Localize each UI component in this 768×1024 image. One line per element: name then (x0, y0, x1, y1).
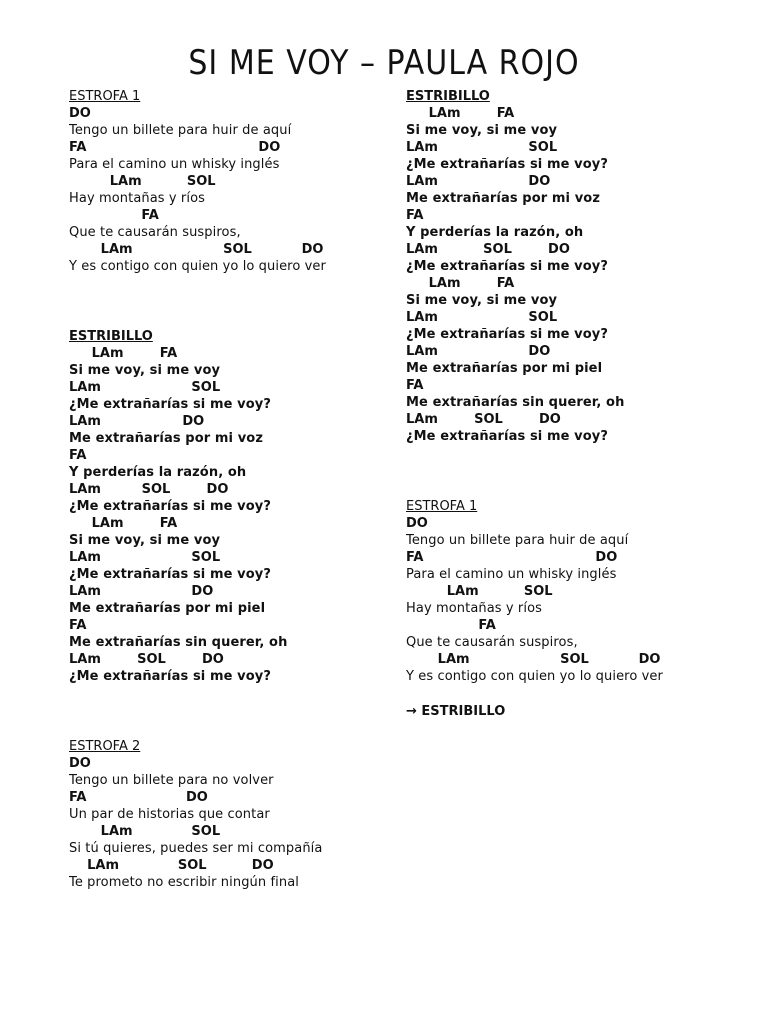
lyric-line: Hay montañas y ríos (69, 191, 206, 206)
chord-line: LAm SOL (69, 380, 221, 395)
section-title: ESTRIBILLO (406, 89, 490, 104)
chord-line: LAm SOL DO (69, 858, 274, 873)
chord-line: FA (69, 448, 87, 463)
chord-line: LAm SOL (406, 310, 558, 325)
right-column (406, 88, 746, 720)
chord-line: LAm DO (69, 584, 214, 599)
chord-line: FA (406, 208, 424, 223)
chord-line: DO (69, 106, 91, 121)
left-column (69, 88, 389, 891)
lyric-line: Me extrañarías por mi piel (69, 601, 266, 616)
section-title: ESTRIBILLO (69, 329, 153, 344)
lyric-line: ¿Me extrañarías si me voy? (69, 669, 271, 684)
lyric-line: Hay montañas y ríos (406, 601, 543, 616)
section-title: ESTROFA 2 (69, 739, 141, 754)
repeat-chorus-reference: → ESTRIBILLO (406, 704, 506, 719)
chord-line: FA DO (69, 140, 281, 155)
chord-line: LAm FA (69, 516, 178, 531)
chord-line: LAm FA (406, 276, 515, 291)
chord-line: LAm SOL (406, 584, 553, 599)
lyric-line: ¿Me extrañarías si me voy? (406, 157, 608, 172)
chord-line: LAm SOL DO (406, 242, 570, 257)
chord-line: LAm DO (406, 174, 551, 189)
section-estribillo (69, 328, 389, 685)
lyric-line: Si me voy, si me voy (69, 533, 221, 548)
lyric-line: Y perderías la razón, oh (406, 225, 584, 240)
lyric-line: Si me voy, si me voy (406, 293, 558, 308)
section-estrofa-1 (406, 498, 746, 685)
chord-line: LAm FA (69, 346, 178, 361)
section-estribillo (406, 88, 746, 445)
chord-line: FA (406, 378, 424, 393)
lyric-line: Tengo un billete para huir de aquí (69, 123, 292, 138)
chord-line: LAm SOL (406, 140, 558, 155)
lyric-line: Para el camino un whisky inglés (69, 157, 280, 172)
lyric-line: ¿Me extrañarías si me voy? (69, 567, 271, 582)
chord-line: FA (69, 618, 87, 633)
lyric-line: Que te causarán suspiros, (69, 225, 241, 240)
chord-line: FA (406, 618, 496, 633)
section-title: ESTROFA 1 (69, 89, 141, 104)
chord-line: LAm SOL DO (69, 652, 224, 667)
lyric-line: Me extrañarías por mi voz (69, 431, 263, 446)
lyric-line: ¿Me extrañarías si me voy? (69, 397, 271, 412)
lyric-line: Si me voy, si me voy (69, 363, 221, 378)
chord-line: DO (69, 756, 91, 771)
chord-line: LAm SOL (69, 550, 221, 565)
chord-line: LAm SOL DO (406, 652, 661, 667)
chord-line: LAm FA (406, 106, 515, 121)
lyric-line: Te prometo no escribir ningún final (69, 875, 299, 890)
chord-line: LAm SOL (69, 174, 216, 189)
chord-line: DO (406, 516, 428, 531)
lyric-line: Tengo un billete para huir de aquí (406, 533, 629, 548)
section-title: ESTROFA 1 (406, 499, 478, 514)
lyric-line: ¿Me extrañarías si me voy? (69, 499, 271, 514)
chord-line: LAm DO (69, 414, 205, 429)
lyric-line: Y es contigo con quien yo lo quiero ver (69, 259, 326, 274)
chord-line: LAm SOL DO (406, 412, 561, 427)
lyric-line: Y es contigo con quien yo lo quiero ver (406, 669, 663, 684)
lyric-line: Para el camino un whisky inglés (406, 567, 617, 582)
chord-line: LAm SOL (69, 824, 221, 839)
chord-line: LAm SOL DO (69, 482, 229, 497)
lyric-line: Me extrañarías sin querer, oh (406, 395, 625, 410)
lyric-line: ¿Me extrañarías si me voy? (406, 429, 608, 444)
chord-line: FA DO (406, 550, 618, 565)
section-estrofa-1 (69, 88, 389, 275)
lyric-line: Me extrañarías por mi piel (406, 361, 603, 376)
lyric-line: Que te causarán suspiros, (406, 635, 578, 650)
lyric-line: ¿Me extrañarías si me voy? (406, 259, 608, 274)
chord-line: LAm DO (406, 344, 551, 359)
lyric-line: Me extrañarías por mi voz (406, 191, 600, 206)
lyric-line: ¿Me extrañarías si me voy? (406, 327, 608, 342)
chord-line: FA (69, 208, 159, 223)
lyric-line: Tengo un billete para no volver (69, 773, 274, 788)
chord-line: LAm SOL DO (69, 242, 324, 257)
lyric-line: Y perderías la razón, oh (69, 465, 247, 480)
lyric-line: Un par de historias que contar (69, 807, 270, 822)
song-title: SI ME VOY – PAULA ROJO (188, 43, 580, 84)
chord-line: FA DO (69, 790, 208, 805)
lyric-line: Me extrañarías sin querer, oh (69, 635, 288, 650)
lyric-line: Si me voy, si me voy (406, 123, 558, 138)
lyric-line: Si tú quieres, puedes ser mi compañía (69, 841, 323, 856)
section-estrofa-2 (69, 738, 389, 891)
